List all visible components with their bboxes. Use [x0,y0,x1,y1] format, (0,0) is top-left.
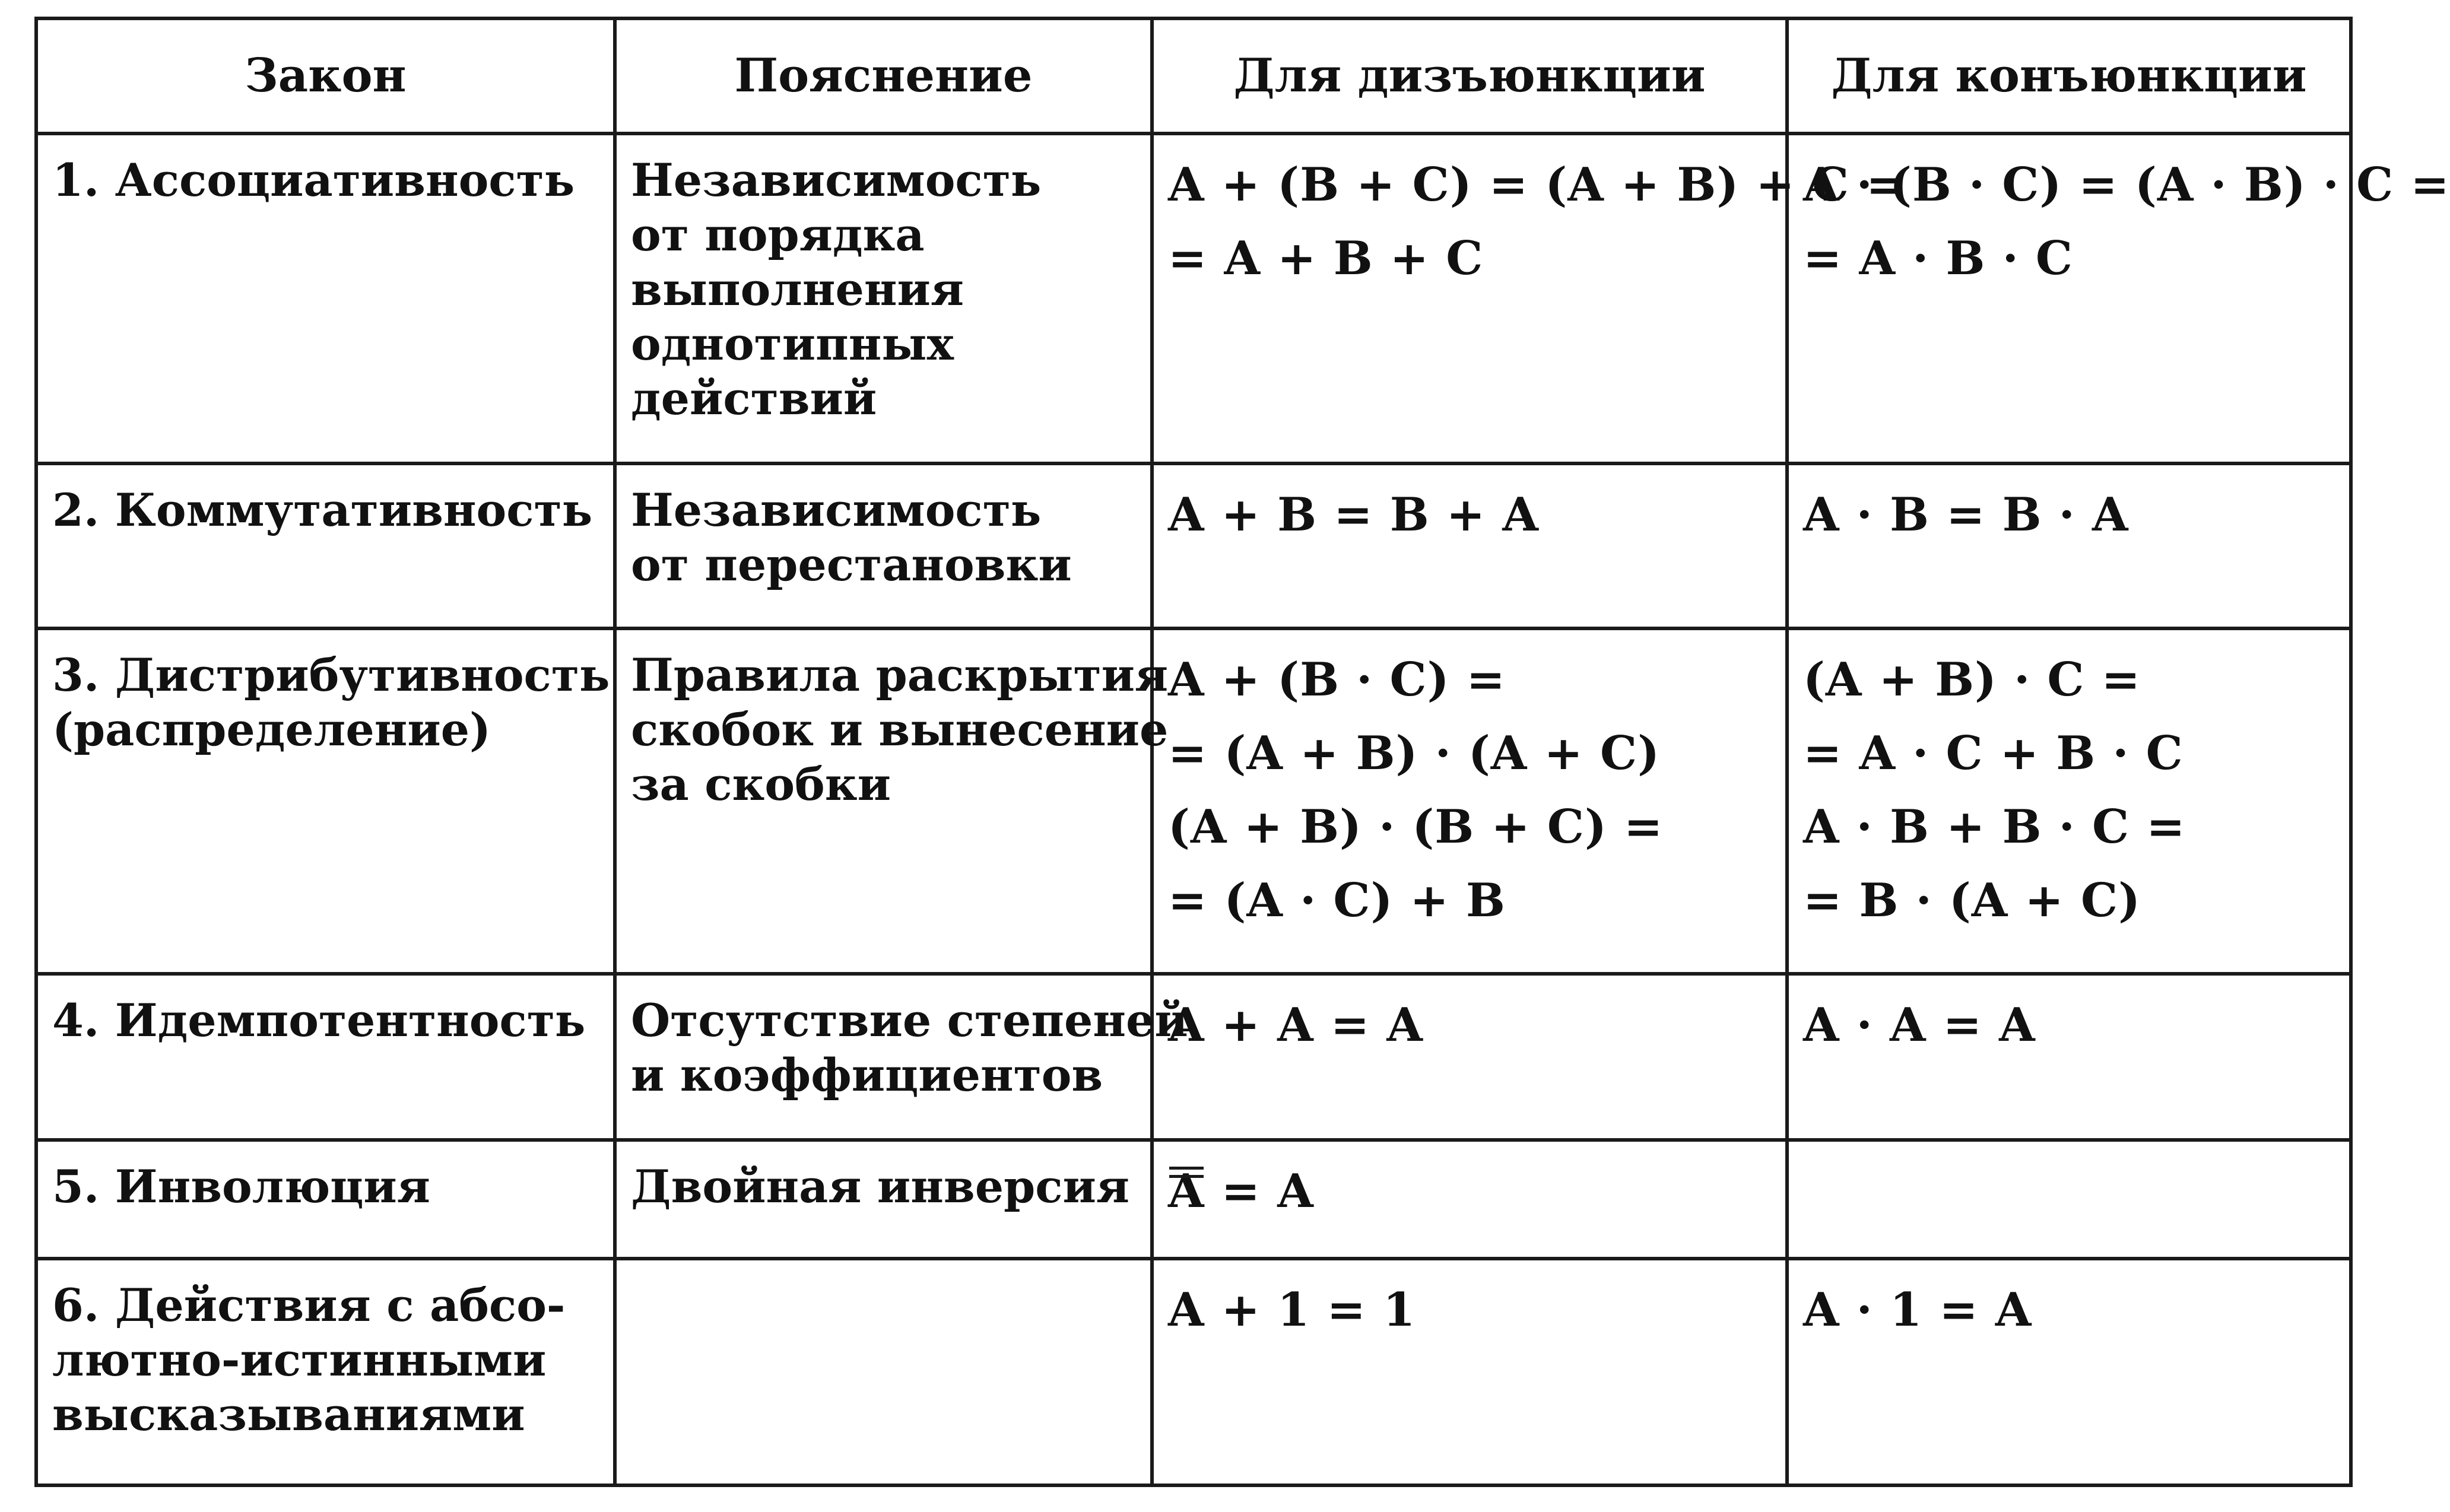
disjunction-formula: = (A · C) + B [1168,873,1506,927]
involution-formula [1168,1155,1771,1228]
conjunction-cell [1787,1140,2351,1259]
explanation-cell [615,463,1152,628]
disjunction-formula: A + B = B + A [1168,488,1539,542]
conjunction-cell [1787,628,2351,974]
law-name: 5. Инволюция [52,1160,430,1213]
explanation-line: Независимость [631,154,1042,207]
disjunction-formula: A + A = A [1168,998,1423,1052]
conjunction-formula: A · A = A [1803,998,2036,1052]
explanation-line: Отсутствие степеней [631,994,1188,1047]
explanation-cell [615,134,1152,463]
table-row [36,1259,2351,1485]
law-name: 3. Дистрибутивность [52,649,610,701]
law-name: (распределение) [52,703,491,756]
disjunction-cell [1152,1259,1787,1485]
table-row [36,1140,2351,1259]
conjunction-formula: = A · B · C [1803,231,2073,285]
double-negated-variable [1168,1155,1205,1228]
law-name: высказываниями [52,1388,525,1441]
explanation-line: скобок и вынесение [631,703,1169,756]
conjunction-cell [1787,463,2351,628]
disjunction-formula: A + (B + C) = (A + B) + C = [1168,158,1906,212]
explanation-cell [615,1140,1152,1259]
explanation-cell [615,974,1188,1140]
explanation-line: действий [631,372,877,425]
law-name: лютно-истинными [52,1333,547,1386]
explanation-line: за скобки [631,758,891,811]
conjunction-formula: A · B + B · C = [1803,800,2186,854]
law-cell [36,463,615,628]
header-explanation: Пояснение [615,18,1152,134]
disjunction-cell [1152,1140,1787,1259]
overbar-outer [1169,1167,1204,1170]
explanation-line: Двойная инверсия [631,1160,1130,1213]
law-cell [36,134,615,463]
table-row [36,134,2351,463]
law-name: 6. Действия с абсо- [52,1279,566,1332]
disjunction-formula: (A + B) · (B + C) = [1168,800,1664,854]
overbar-inner [1169,1175,1204,1178]
conjunction-formula: A · (B · C) = (A · B) · C = [1803,158,2450,212]
conjunction-formula: = A · C + B · C [1803,726,2184,780]
header-disjunction: Для дизъюнкции [1152,18,1787,134]
disjunction-cell [1152,628,1787,974]
law-cell [36,1140,615,1259]
conjunction-formula: A · 1 = A [1803,1283,2032,1337]
header-row [36,18,2351,134]
law-cell [36,974,615,1140]
table-row [36,628,2351,974]
conjunction-formula: A · B = B · A [1803,488,2129,542]
explanation-line: однотипных [631,317,954,370]
disjunction-formula: = (A + B) · (A + C) [1168,726,1660,780]
explanation-line: выполнения [631,263,964,316]
table-row [36,974,2351,1140]
involution-result: = A [1204,1164,1314,1218]
table-row [36,463,2351,628]
disjunction-formula: A + 1 = 1 [1168,1283,1416,1337]
explanation-cell [615,628,1169,974]
disjunction-formula: A + (B · C) = [1168,653,1506,707]
explanation-cell [615,1259,1152,1485]
disjunction-cell [1152,134,1906,463]
law-name: 1. Ассоциативность [52,154,575,207]
header-conjunction: Для конъюнкции [1787,18,2351,134]
law-cell [36,628,615,974]
conjunction-cell [1787,974,2351,1140]
explanation-line: Независимость [631,484,1042,536]
explanation-line: от порядка [631,208,925,261]
explanation-line: Правила раскрытия [631,649,1169,701]
disjunction-cell [1152,974,1787,1140]
disjunction-cell [1152,463,1787,628]
conjunction-formula: = B · (A + C) [1803,873,2141,927]
conjunction-formula: (A + B) · C = [1803,653,2141,707]
conjunction-cell [1787,134,2450,463]
negated-variable: A [1168,1164,1205,1218]
disjunction-formula: = A + B + C [1168,231,1484,285]
logic-laws-table [34,17,2450,1487]
law-name: 2. Коммутативность [52,484,593,536]
explanation-line: от перестановки [631,538,1072,591]
law-name: 4. Идемпотентность [52,994,586,1047]
conjunction-cell [1787,1259,2351,1485]
header-law: Закон [36,18,615,134]
law-cell [36,1259,615,1485]
explanation-line: и коэффициентов [631,1049,1103,1101]
